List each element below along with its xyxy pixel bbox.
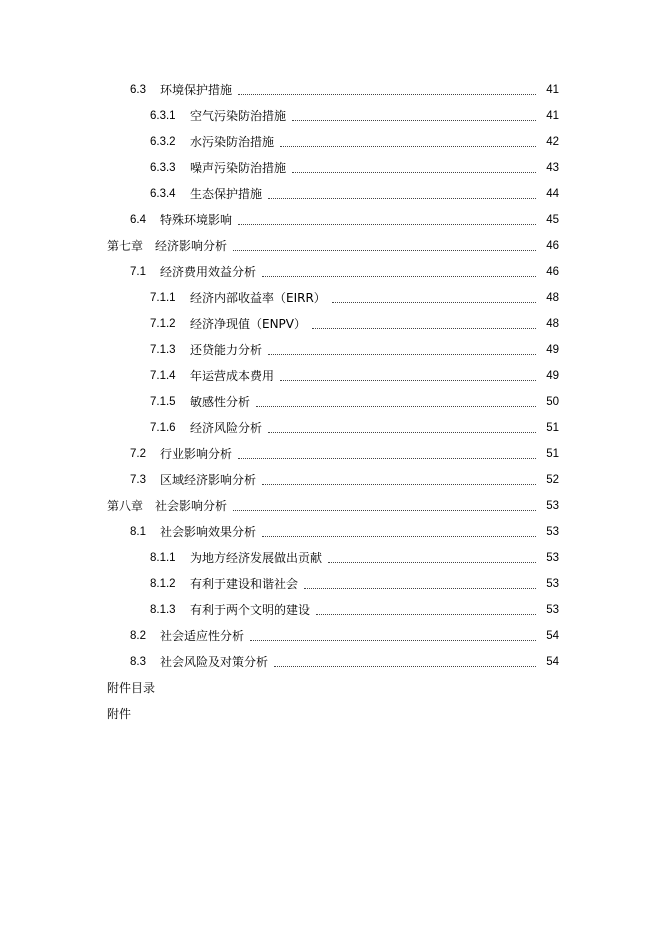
toc-page-number: 54 <box>546 630 559 642</box>
toc-entry-number: 7.1.4 <box>150 370 176 382</box>
toc-entry-number: 8.1.1 <box>150 552 176 564</box>
toc-entry-number: 第七章 <box>107 239 144 253</box>
toc-entry-title: 生态保护措施 <box>190 187 263 201</box>
toc-entry-title: 特殊环境影响 <box>160 213 233 227</box>
toc-entry-number: 6.3.1 <box>150 110 176 122</box>
toc-dot-leader <box>268 432 536 433</box>
toc-entry-title: 社会影响效果分析 <box>160 525 257 539</box>
toc-entry-title: 经济风险分析 <box>190 421 263 435</box>
toc-entry-number: 7.3 <box>130 474 146 486</box>
toc-dot-leader <box>332 302 536 303</box>
toc-dot-leader <box>262 484 536 485</box>
toc-dot-leader <box>280 146 536 147</box>
toc-entry[interactable] <box>0 548 662 568</box>
toc-entry-title: 区域经济影响分析 <box>160 473 257 487</box>
toc-entry-number: 7.1.5 <box>150 396 176 408</box>
toc-entry[interactable] <box>0 158 662 178</box>
toc-page-number: 50 <box>546 396 559 408</box>
toc-page-number: 53 <box>546 604 559 616</box>
toc-dot-leader <box>280 380 536 381</box>
toc-entry[interactable] <box>0 210 662 230</box>
toc-entry-title: 年运营成本费用 <box>190 369 275 383</box>
toc-page-number: 51 <box>546 422 559 434</box>
toc-dot-leader <box>233 510 536 511</box>
toc-entry[interactable] <box>0 574 662 594</box>
toc-entry-number: 第八章 <box>107 499 144 513</box>
toc-entry-title: 水污染防治措施 <box>190 135 275 149</box>
toc-page-number: 53 <box>546 526 559 538</box>
toc-page-number: 41 <box>546 84 559 96</box>
toc-entry-number: 7.1.3 <box>150 344 176 356</box>
toc-entry[interactable] <box>0 184 662 204</box>
toc-entry[interactable] <box>0 600 662 620</box>
toc-entry-number: 6.3.3 <box>150 162 176 174</box>
toc-entry-number: 7.1.1 <box>150 292 176 304</box>
toc-entry[interactable] <box>0 652 662 672</box>
toc-page-number: 53 <box>546 578 559 590</box>
toc-page-number: 51 <box>546 448 559 460</box>
toc-page-number: 54 <box>546 656 559 668</box>
toc-entry-number: 6.3 <box>130 84 146 96</box>
toc-entry-title: 社会适应性分析 <box>160 629 245 643</box>
toc-entry[interactable] <box>0 106 662 126</box>
toc-dot-leader <box>238 458 536 459</box>
toc-page-number: 43 <box>546 162 559 174</box>
toc-page-number: 45 <box>546 214 559 226</box>
toc-entry-number: 8.1.3 <box>150 604 176 616</box>
toc-dot-leader <box>256 406 536 407</box>
toc-page-number: 42 <box>546 136 559 148</box>
toc-dot-leader <box>250 640 536 641</box>
toc-page-number: 46 <box>546 240 559 252</box>
toc-dot-leader <box>274 666 536 667</box>
toc-entry-title: 经济影响分析 <box>155 239 228 253</box>
toc-dot-leader <box>268 354 536 355</box>
toc-dot-leader <box>292 120 536 121</box>
toc-dot-leader <box>238 94 536 95</box>
toc-page-number: 44 <box>546 188 559 200</box>
appendix-heading[interactable] <box>0 704 662 724</box>
toc-dot-leader <box>262 536 536 537</box>
toc-dot-leader <box>292 172 536 173</box>
toc-entry-number: 6.4 <box>130 214 146 226</box>
toc-page-number: 49 <box>546 370 559 382</box>
toc-chapter-entry[interactable] <box>0 496 662 516</box>
toc-entry[interactable] <box>0 522 662 542</box>
toc-entry-number: 7.2 <box>130 448 146 460</box>
appendix-heading-label: 附件 <box>107 707 132 721</box>
toc-entry-number: 8.1.2 <box>150 578 176 590</box>
toc-page-number: 49 <box>546 344 559 356</box>
toc-entry[interactable] <box>0 444 662 464</box>
toc-entry-number: 7.1 <box>130 266 146 278</box>
toc-page-number: 46 <box>546 266 559 278</box>
toc-entry[interactable] <box>0 80 662 100</box>
toc-page-number: 48 <box>546 292 559 304</box>
toc-entry-number: 7.1.2 <box>150 318 176 330</box>
toc-entry[interactable] <box>0 470 662 490</box>
toc-dot-leader <box>312 328 536 329</box>
toc-entry[interactable] <box>0 132 662 152</box>
toc-entry-title: 噪声污染防治措施 <box>190 161 287 175</box>
toc-entry[interactable] <box>0 626 662 646</box>
toc-entry-title: 社会风险及对策分析 <box>160 655 269 669</box>
toc-entry-title: 经济内部收益率（EIRR） <box>190 291 326 305</box>
toc-entry[interactable] <box>0 366 662 386</box>
toc-dot-leader <box>304 588 536 589</box>
toc-entry-title: 行业影响分析 <box>160 447 233 461</box>
toc-entry-title: 社会影响分析 <box>155 499 228 513</box>
toc-page-number: 52 <box>546 474 559 486</box>
toc-dot-leader <box>316 614 536 615</box>
toc-entry[interactable] <box>0 262 662 282</box>
toc-page-number: 53 <box>546 500 559 512</box>
toc-page-number: 41 <box>546 110 559 122</box>
appendix-toc-heading-label: 附件目录 <box>107 681 156 695</box>
toc-entry[interactable] <box>0 314 662 334</box>
toc-chapter-entry[interactable] <box>0 236 662 256</box>
toc-dot-leader <box>238 224 536 225</box>
toc-entry[interactable] <box>0 288 662 308</box>
toc-dot-leader <box>262 276 536 277</box>
toc-entry-number: 7.1.6 <box>150 422 176 434</box>
toc-entry-title: 为地方经济发展做出贡献 <box>190 551 323 565</box>
toc-entry-title: 还贷能力分析 <box>190 343 263 357</box>
toc-entry-title: 有利于建设和谐社会 <box>190 577 299 591</box>
toc-entry-number: 6.3.2 <box>150 136 176 148</box>
toc-dot-leader <box>268 198 536 199</box>
toc-dot-leader <box>233 250 536 251</box>
toc-entry-number: 6.3.4 <box>150 188 176 200</box>
toc-entry-title: 经济净现值（ENPV） <box>190 317 307 331</box>
toc-entry-title: 环境保护措施 <box>160 83 233 97</box>
toc-entry[interactable] <box>0 340 662 360</box>
toc-entry-number: 8.3 <box>130 656 146 668</box>
toc-entry-title: 敏感性分析 <box>190 395 251 409</box>
toc-page-number: 53 <box>546 552 559 564</box>
toc-entry-number: 8.1 <box>130 526 146 538</box>
toc-entry-title: 经济费用效益分析 <box>160 265 257 279</box>
toc-entry-title: 空气污染防治措施 <box>190 109 287 123</box>
toc-entry[interactable] <box>0 392 662 412</box>
toc-entry[interactable] <box>0 418 662 438</box>
toc-entry-number: 8.2 <box>130 630 146 642</box>
toc-entry-title: 有利于两个文明的建设 <box>190 603 311 617</box>
toc-page-number: 48 <box>546 318 559 330</box>
appendix-toc-heading[interactable] <box>0 678 662 698</box>
toc-dot-leader <box>328 562 536 563</box>
